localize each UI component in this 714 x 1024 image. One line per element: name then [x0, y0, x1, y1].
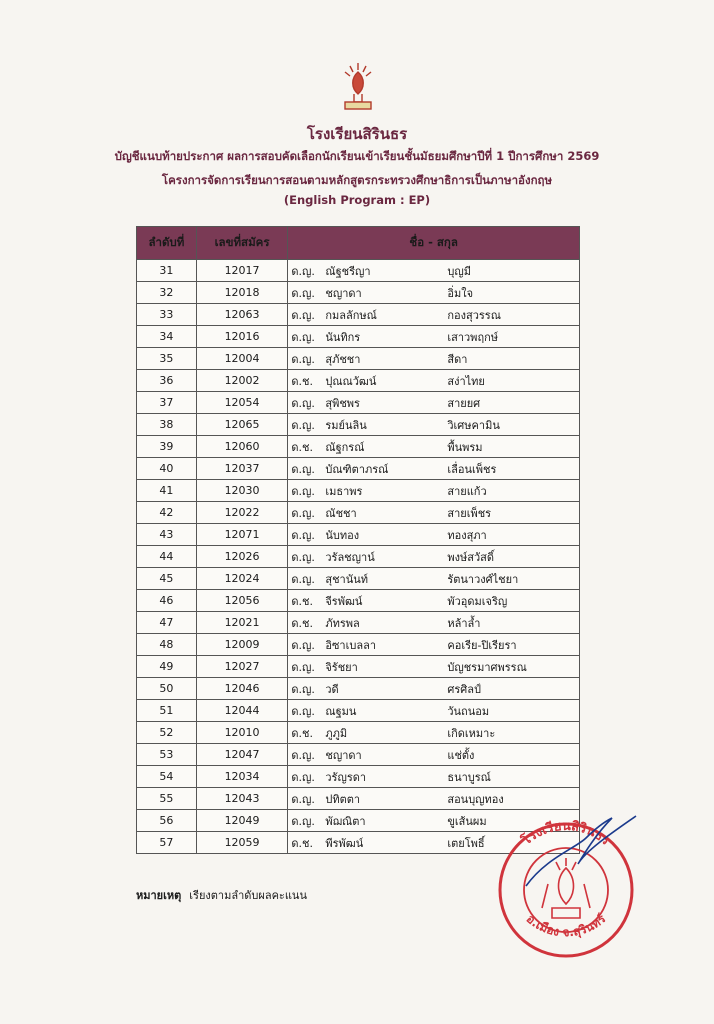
rank-cell: 46 — [137, 590, 197, 612]
table-row — [137, 304, 580, 326]
last-name: สีดา — [447, 352, 468, 366]
stamp-bottom-text: อ.เมือง จ.สุรินทร์ — [523, 911, 609, 940]
first-name: จีรพัฒน์ — [325, 594, 363, 608]
rank-cell: 52 — [137, 722, 197, 744]
footnote-text: เรียงตามลำดับผลคะแนน — [189, 889, 307, 902]
full-name-cell — [288, 546, 580, 568]
name-title: ด.ญ. — [291, 396, 315, 410]
full-name-cell — [288, 414, 580, 436]
table-row — [137, 282, 580, 304]
full-name-cell — [288, 634, 580, 656]
application-no-cell: 12027 — [196, 656, 288, 678]
application-no-cell: 12021 — [196, 612, 288, 634]
last-name: ธนาบูรณ์ — [447, 770, 491, 784]
full-name-cell — [288, 304, 580, 326]
rank-cell: 32 — [137, 282, 197, 304]
first-name: ชญาดา — [325, 286, 362, 300]
name-title: ด.ญ. — [291, 748, 315, 762]
name-title: ด.ญ. — [291, 286, 315, 300]
table-row — [137, 634, 580, 656]
last-name: พัวอุดมเจริญ — [447, 594, 508, 608]
full-name-cell — [288, 458, 580, 480]
rank-cell: 47 — [137, 612, 197, 634]
rank-cell: 33 — [137, 304, 197, 326]
application-no-cell: 12037 — [196, 458, 288, 480]
table-row — [137, 656, 580, 678]
name-title: ด.ช. — [291, 440, 313, 454]
first-name: ภูภูมิ — [325, 726, 348, 740]
col-header-rank: ลำดับที่ — [137, 227, 197, 260]
name-title: ด.ญ. — [291, 330, 315, 344]
full-name-cell — [288, 524, 580, 546]
name-title: ด.ญ. — [291, 792, 315, 806]
rank-cell: 37 — [137, 392, 197, 414]
first-name: ณัฐกรณ์ — [325, 440, 365, 454]
application-no-cell: 12071 — [196, 524, 288, 546]
first-name: ณัฐชรีญา — [325, 264, 371, 278]
table-row — [137, 678, 580, 700]
rank-cell: 50 — [137, 678, 197, 700]
name-title: ด.ช. — [291, 726, 313, 740]
application-no-cell: 12034 — [196, 766, 288, 788]
first-name: พัฌณิตา — [325, 814, 366, 828]
name-title: ด.ญ. — [291, 462, 315, 476]
rank-cell: 34 — [137, 326, 197, 348]
rank-cell: 57 — [137, 832, 197, 854]
application-no-cell: 12065 — [196, 414, 288, 436]
table-header-row — [137, 227, 580, 260]
name-title: ด.ญ. — [291, 352, 315, 366]
application-no-cell: 12017 — [196, 260, 288, 282]
application-no-cell: 12060 — [196, 436, 288, 458]
full-name-cell — [288, 744, 580, 766]
first-name: พีรพัฒน์ — [325, 836, 364, 850]
rank-cell: 35 — [137, 348, 197, 370]
name-title: ด.ญ. — [291, 660, 315, 674]
first-name: วรัญรดา — [325, 770, 367, 784]
table-row — [137, 568, 580, 590]
full-name-cell — [288, 568, 580, 590]
application-no-cell: 12010 — [196, 722, 288, 744]
name-title: ด.ช. — [291, 374, 313, 388]
first-name: เมธาพร — [325, 484, 363, 498]
name-title: ด.ช. — [291, 836, 313, 850]
application-no-cell: 12046 — [196, 678, 288, 700]
col-header-full-name: ชื่อ - สกุล — [288, 227, 580, 260]
full-name-cell — [288, 590, 580, 612]
name-title: ด.ญ. — [291, 418, 315, 432]
name-title: ด.ญ. — [291, 682, 315, 696]
full-name-cell — [288, 392, 580, 414]
school-logo-icon — [337, 60, 379, 114]
first-name: สุพิชพร — [325, 396, 360, 410]
first-name: สุชานันท์ — [325, 572, 369, 586]
table-row — [137, 458, 580, 480]
application-no-cell: 12002 — [196, 370, 288, 392]
full-name-cell — [288, 348, 580, 370]
table-row — [137, 436, 580, 458]
application-no-cell: 12043 — [196, 788, 288, 810]
first-name: วดี — [325, 682, 339, 696]
rank-cell: 44 — [137, 546, 197, 568]
rank-cell: 39 — [137, 436, 197, 458]
first-name: ปทิตตา — [325, 792, 361, 806]
official-stamp — [486, 808, 646, 958]
first-name: กมลลักษณ์ — [325, 308, 377, 322]
application-no-cell: 12063 — [196, 304, 288, 326]
name-title: ด.ญ. — [291, 814, 315, 828]
name-title: ด.ญ. — [291, 484, 315, 498]
name-title: ด.ญ. — [291, 704, 315, 718]
table-row — [137, 612, 580, 634]
table-row — [137, 414, 580, 436]
rank-cell: 48 — [137, 634, 197, 656]
application-no-cell: 12004 — [196, 348, 288, 370]
table-row — [137, 370, 580, 392]
application-no-cell: 12049 — [196, 810, 288, 832]
full-name-cell — [288, 656, 580, 678]
application-no-cell: 12054 — [196, 392, 288, 414]
full-name-cell — [288, 260, 580, 282]
last-name: สง่าไทย — [447, 374, 485, 388]
table-row — [137, 348, 580, 370]
last-name: สอนบุญทอง — [447, 792, 504, 806]
rank-cell: 40 — [137, 458, 197, 480]
footnote — [136, 886, 307, 904]
last-name: ศรศิลป์ — [447, 682, 481, 696]
last-name: คอเรีย-ปิเรียรา — [447, 638, 517, 652]
stamp-top-text: โรงเรียนสิรินธร — [519, 818, 613, 849]
rank-cell: 51 — [137, 700, 197, 722]
name-title: ด.ญ. — [291, 638, 315, 652]
rank-cell: 43 — [137, 524, 197, 546]
table-row — [137, 722, 580, 744]
application-no-cell: 12024 — [196, 568, 288, 590]
last-name: กองสุวรรณ — [447, 308, 501, 322]
full-name-cell — [288, 282, 580, 304]
first-name: อิซาเบลลา — [325, 638, 377, 652]
application-no-cell: 12018 — [196, 282, 288, 304]
full-name-cell — [288, 480, 580, 502]
last-name: บุญมี — [447, 264, 471, 278]
full-name-cell — [288, 326, 580, 348]
name-title: ด.ช. — [291, 594, 313, 608]
full-name-cell — [288, 700, 580, 722]
last-name: สายแก้ว — [447, 484, 487, 498]
rank-cell: 53 — [137, 744, 197, 766]
rank-cell: 54 — [137, 766, 197, 788]
last-name: แช่ตั้ง — [447, 748, 475, 762]
table-row — [137, 502, 580, 524]
last-name: เสาวพฤกษ์ — [447, 330, 499, 344]
program-line: โครงการจัดการเรียนการสอนตามหลักสูตรกระทรวงศึกษาธิการเป็นภาษาอังกฤษ — [161, 173, 553, 187]
program-code-line: (English Program : EP) — [283, 193, 431, 207]
last-name: เตยโพธิ์ — [447, 836, 485, 850]
full-name-cell — [288, 766, 580, 788]
last-name: เกิดเหมาะ — [447, 726, 496, 740]
last-name: รัตนาวงศ์ไชยา — [447, 572, 519, 586]
svg-text:อ.เมือง จ.สุรินทร์ — [524, 911, 609, 939]
first-name: บัณฑิตาภรณ์ — [325, 462, 389, 476]
last-name: เลื่อนเพ็ชร — [447, 462, 497, 476]
table-row — [137, 524, 580, 546]
name-title: ด.ญ. — [291, 528, 315, 542]
rank-cell: 31 — [137, 260, 197, 282]
last-name: วันถนอม — [447, 704, 490, 718]
last-name: พื้นพรม — [447, 440, 483, 454]
rank-cell: 55 — [137, 788, 197, 810]
full-name-cell — [288, 678, 580, 700]
first-name: ภัทรพล — [325, 616, 360, 630]
application-no-cell: 12016 — [196, 326, 288, 348]
rank-cell: 45 — [137, 568, 197, 590]
last-name: บัญชรมาศพรรณ — [447, 660, 527, 674]
table-row — [137, 392, 580, 414]
name-title: ด.ญ. — [291, 506, 315, 520]
table-row — [137, 590, 580, 612]
last-name: อิ่มใจ — [447, 286, 474, 300]
application-no-cell: 12056 — [196, 590, 288, 612]
first-name: นันทิกร — [325, 330, 361, 344]
application-no-cell: 12026 — [196, 546, 288, 568]
stamp-emblem-icon — [542, 858, 590, 918]
name-title: ด.ญ. — [291, 770, 315, 784]
first-name: รมย์นลิน — [325, 418, 367, 432]
name-title: ด.ญ. — [291, 550, 315, 564]
last-name: ขูเส้นผม — [447, 814, 487, 828]
name-title: ด.ญ. — [291, 572, 315, 586]
rank-cell: 56 — [137, 810, 197, 832]
first-name: ณัชชา — [325, 506, 357, 520]
last-name: สายยศ — [447, 396, 481, 410]
first-name: ปุณณวัฒน์ — [325, 374, 377, 388]
table-row — [137, 766, 580, 788]
table-row — [137, 480, 580, 502]
table-row — [137, 546, 580, 568]
first-name: จิรัชยา — [325, 660, 358, 674]
col-header-application-no: เลขที่สมัคร — [196, 227, 288, 260]
first-name: นับทอง — [325, 528, 360, 542]
full-name-cell — [288, 788, 580, 810]
first-name: สุภัชชา — [325, 352, 361, 366]
first-name: ณฐมน — [325, 704, 357, 718]
application-no-cell: 12047 — [196, 744, 288, 766]
full-name-cell — [288, 436, 580, 458]
name-title: ด.ช. — [291, 616, 313, 630]
results-table — [136, 226, 580, 854]
last-name: ทองสุภา — [447, 528, 487, 542]
table-row — [137, 700, 580, 722]
last-name: วิเศษคามิน — [447, 418, 500, 432]
last-name: หล้าล้ำ — [447, 616, 481, 630]
application-no-cell: 12022 — [196, 502, 288, 524]
rank-cell: 42 — [137, 502, 197, 524]
table-row — [137, 788, 580, 810]
school-name: โรงเรียนสิรินธร — [306, 125, 408, 143]
rank-cell: 38 — [137, 414, 197, 436]
announcement-line: บัญชีแนบท้ายประกาศ ผลการสอบคัดเลือกนักเรียนเข้าเรียนชั้นมัธยมศึกษาปีที่ 1 ปีการศึกษา 2569 — [114, 149, 600, 163]
first-name: วรัลชญาน์ — [325, 550, 375, 564]
rank-cell: 49 — [137, 656, 197, 678]
first-name: ชญาดา — [325, 748, 362, 762]
footnote-label: หมายเหตุ — [136, 889, 182, 902]
full-name-cell — [288, 612, 580, 634]
application-no-cell: 12059 — [196, 832, 288, 854]
table-row — [137, 260, 580, 282]
rank-cell: 36 — [137, 370, 197, 392]
name-title: ด.ญ. — [291, 264, 315, 278]
table-row — [137, 326, 580, 348]
last-name: พงษ์สวัสดิ์ — [447, 550, 494, 564]
rank-cell: 41 — [137, 480, 197, 502]
full-name-cell — [288, 370, 580, 392]
full-name-cell — [288, 722, 580, 744]
last-name: สายเพ็ชร — [447, 506, 492, 520]
application-no-cell: 12030 — [196, 480, 288, 502]
full-name-cell — [288, 502, 580, 524]
name-title: ด.ญ. — [291, 308, 315, 322]
table-row — [137, 744, 580, 766]
application-no-cell: 12044 — [196, 700, 288, 722]
application-no-cell: 12009 — [196, 634, 288, 656]
